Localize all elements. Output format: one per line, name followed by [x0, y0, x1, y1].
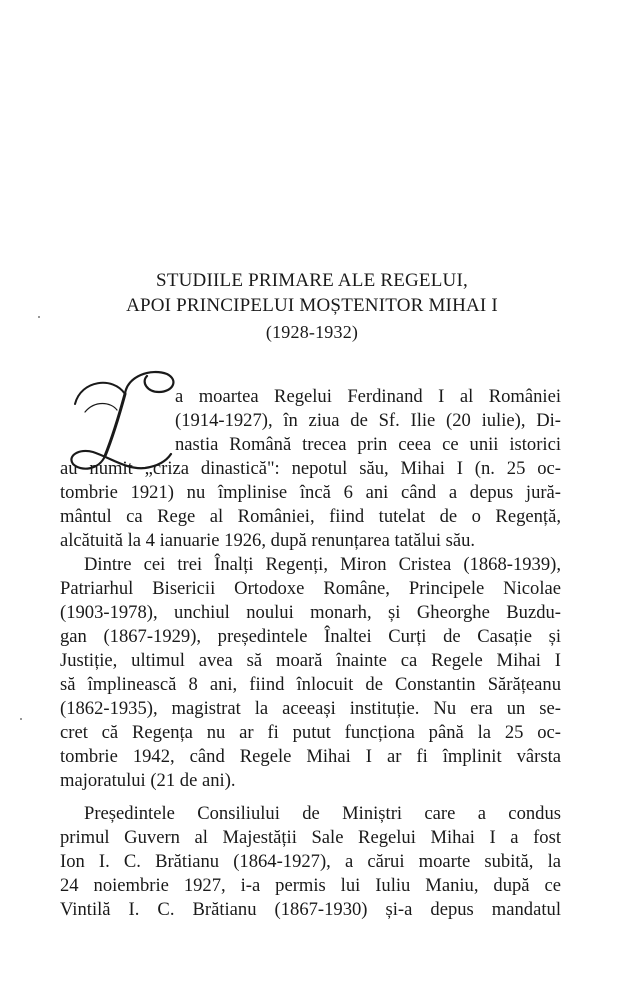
- text-line: tombrie 1942, când Regele Mihai I ar fi împlinit vârsta: [60, 746, 561, 767]
- text-line: (1914-1927), în ziua de Sf. Ilie (20 iulie), Di-: [175, 410, 561, 431]
- text-line: majoratului (21 de ani).: [60, 770, 236, 791]
- chapter-title-line-2: APOI PRINCIPELUI MOȘTENITOR MIHAI I: [126, 295, 498, 316]
- text-line: tombrie 1921) nu împlinise încă 6 ani când a depus jură-: [60, 482, 561, 503]
- text-line: 24 noiembrie 1927, i-a permis lui Iuliu Maniu, după ce: [60, 875, 561, 896]
- text-line: au numit „criza dinastică": nepotul său, Mihai I (n. 25 oc-: [60, 458, 561, 479]
- text-line: primul Guvern al Majestății Sale Regelui Mihai I a fost: [60, 827, 561, 848]
- text-line: Dintre cei trei Înalți Regenți, Miron Cristea (1868-1939),: [84, 554, 561, 575]
- text-line: Vintilă I. C. Brătianu (1867-1930) și-a depus mandatul: [60, 899, 561, 920]
- chapter-dates: (1928-1932): [265, 322, 359, 342]
- text-line: mântul ca Rege al României, fiind tutelat de o Regență,: [60, 506, 561, 527]
- text-line: cret că Regența nu ar fi putut funcționa până la 25 oc-: [60, 722, 561, 743]
- text-line: a moartea Regelui Ferdinand I al României: [175, 386, 561, 407]
- scan-speck: [38, 316, 40, 318]
- text-line: Președintele Consiliului de Miniștri care a condus: [84, 803, 561, 824]
- text-line: alcătuită la 4 ianuarie 1926, după renunțarea tatălui său.: [60, 530, 476, 551]
- text-line: (1903-1978), unchiul noului monarh, și Gheorghe Buzdu-: [60, 602, 561, 623]
- text-line: Ion I. C. Brătianu (1864-1927), a cărui moarte subită, la: [60, 851, 561, 872]
- text-line: gan (1867-1929), președintele Înaltei Curți de Casație și: [60, 626, 561, 647]
- scan-speck: [20, 718, 22, 720]
- chapter-title-line-1: STUDIILE PRIMARE ALE REGELUI,: [156, 270, 468, 291]
- text-line: Patriarhul Bisericii Ortodoxe Române, Principele Nicolae: [60, 578, 561, 599]
- text-line: Justiție, ultimul avea să moară înainte ca Regele Mihai I: [60, 650, 561, 671]
- text-line: să împlinească 8 ani, fiind înlocuit de Constantin Sărățeanu: [60, 674, 561, 695]
- text-line: nastia Română trecea prin ceea ce unii istorici: [175, 434, 561, 455]
- text-line: (1862-1935), magistrat la aceeași instituție. Nu era un se-: [60, 698, 561, 719]
